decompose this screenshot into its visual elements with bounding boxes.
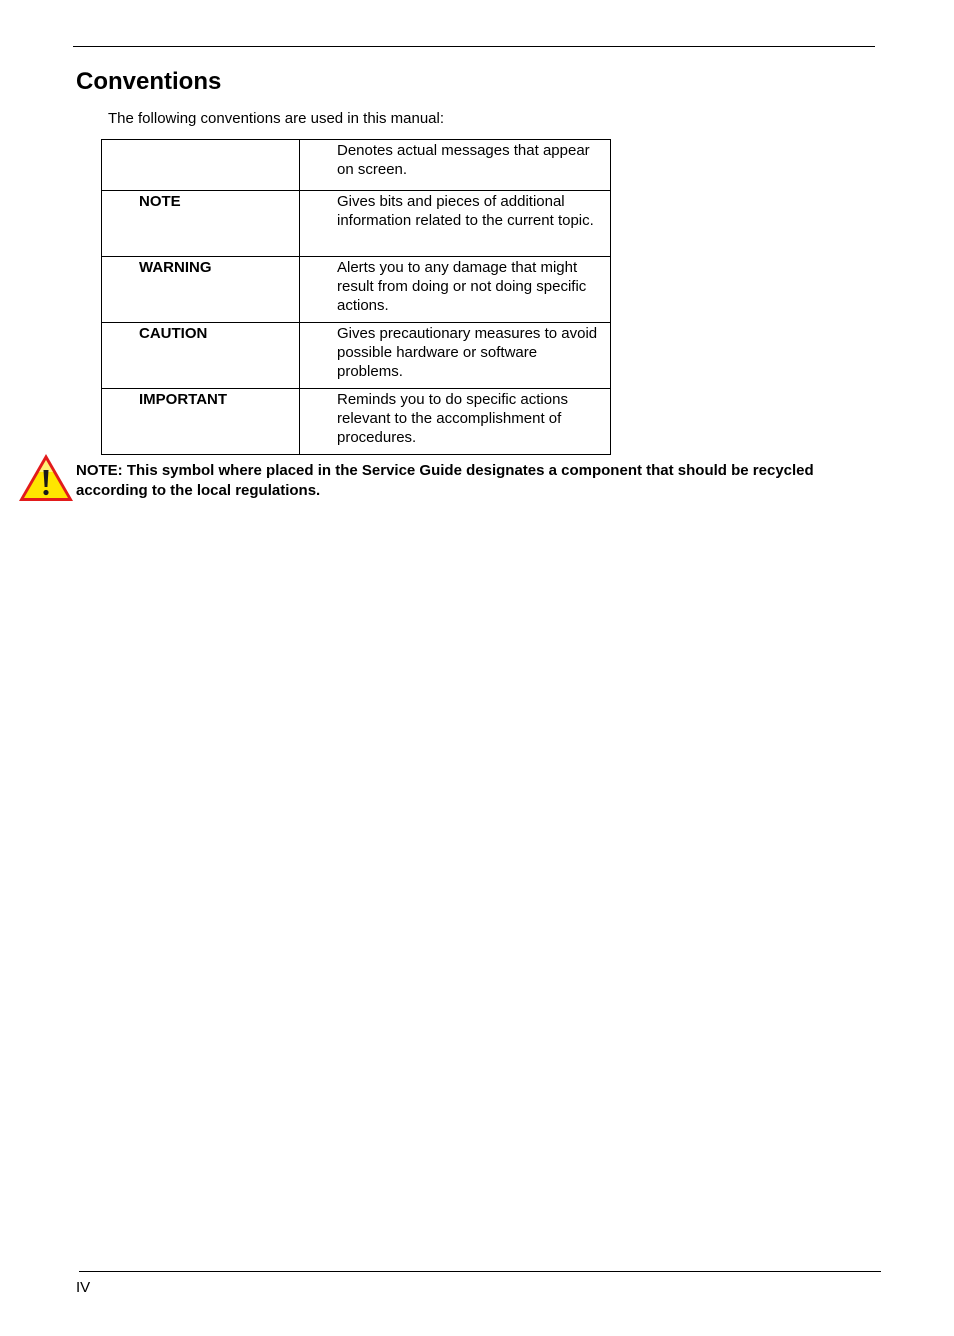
term-cell [102,140,300,191]
table-row [102,140,611,191]
description-text: Alerts you to any damage that might result from doing or not doing specific actions. [337,259,587,314]
description-cell [300,389,611,455]
table-row [102,191,611,257]
term-label: CAUTION [139,325,208,342]
conventions-table [101,139,611,455]
header-rule [73,46,875,47]
description-cell [300,191,611,257]
term-label: NOTE [139,193,181,210]
description-cell [300,323,611,389]
term-cell [102,191,300,257]
table-row [102,323,611,389]
term-cell [102,257,300,323]
page-title: Conventions [76,68,222,95]
intro-text: The following conventions are used in this manual: [108,110,445,127]
description-text: Reminds you to do specific actions relevant to the accomplishment of procedures. [337,391,568,446]
term-label [102,140,299,141]
term-label: WARNING [139,259,212,276]
term-label: IMPORTANT [139,391,228,408]
description-text: Denotes actual messages that appear on screen. [337,142,590,178]
term-cell [102,389,300,455]
description-text: Gives precautionary measures to avoid possible hardware or software problems. [337,325,598,380]
page-number: IV [76,1279,91,1296]
table-row [102,257,611,323]
description-cell [300,257,611,323]
description-text: Gives bits and pieces of additional information related to the current topic. [337,193,594,229]
term-cell [102,323,300,389]
footer-rule [79,1271,881,1272]
description-cell [300,140,611,191]
table-row [102,389,611,455]
warning-triangle-icon [17,452,75,504]
recycle-note: NOTE: This symbol where placed in the Service Guide designates a component that should be recycled according to the local regulations. [76,462,814,499]
